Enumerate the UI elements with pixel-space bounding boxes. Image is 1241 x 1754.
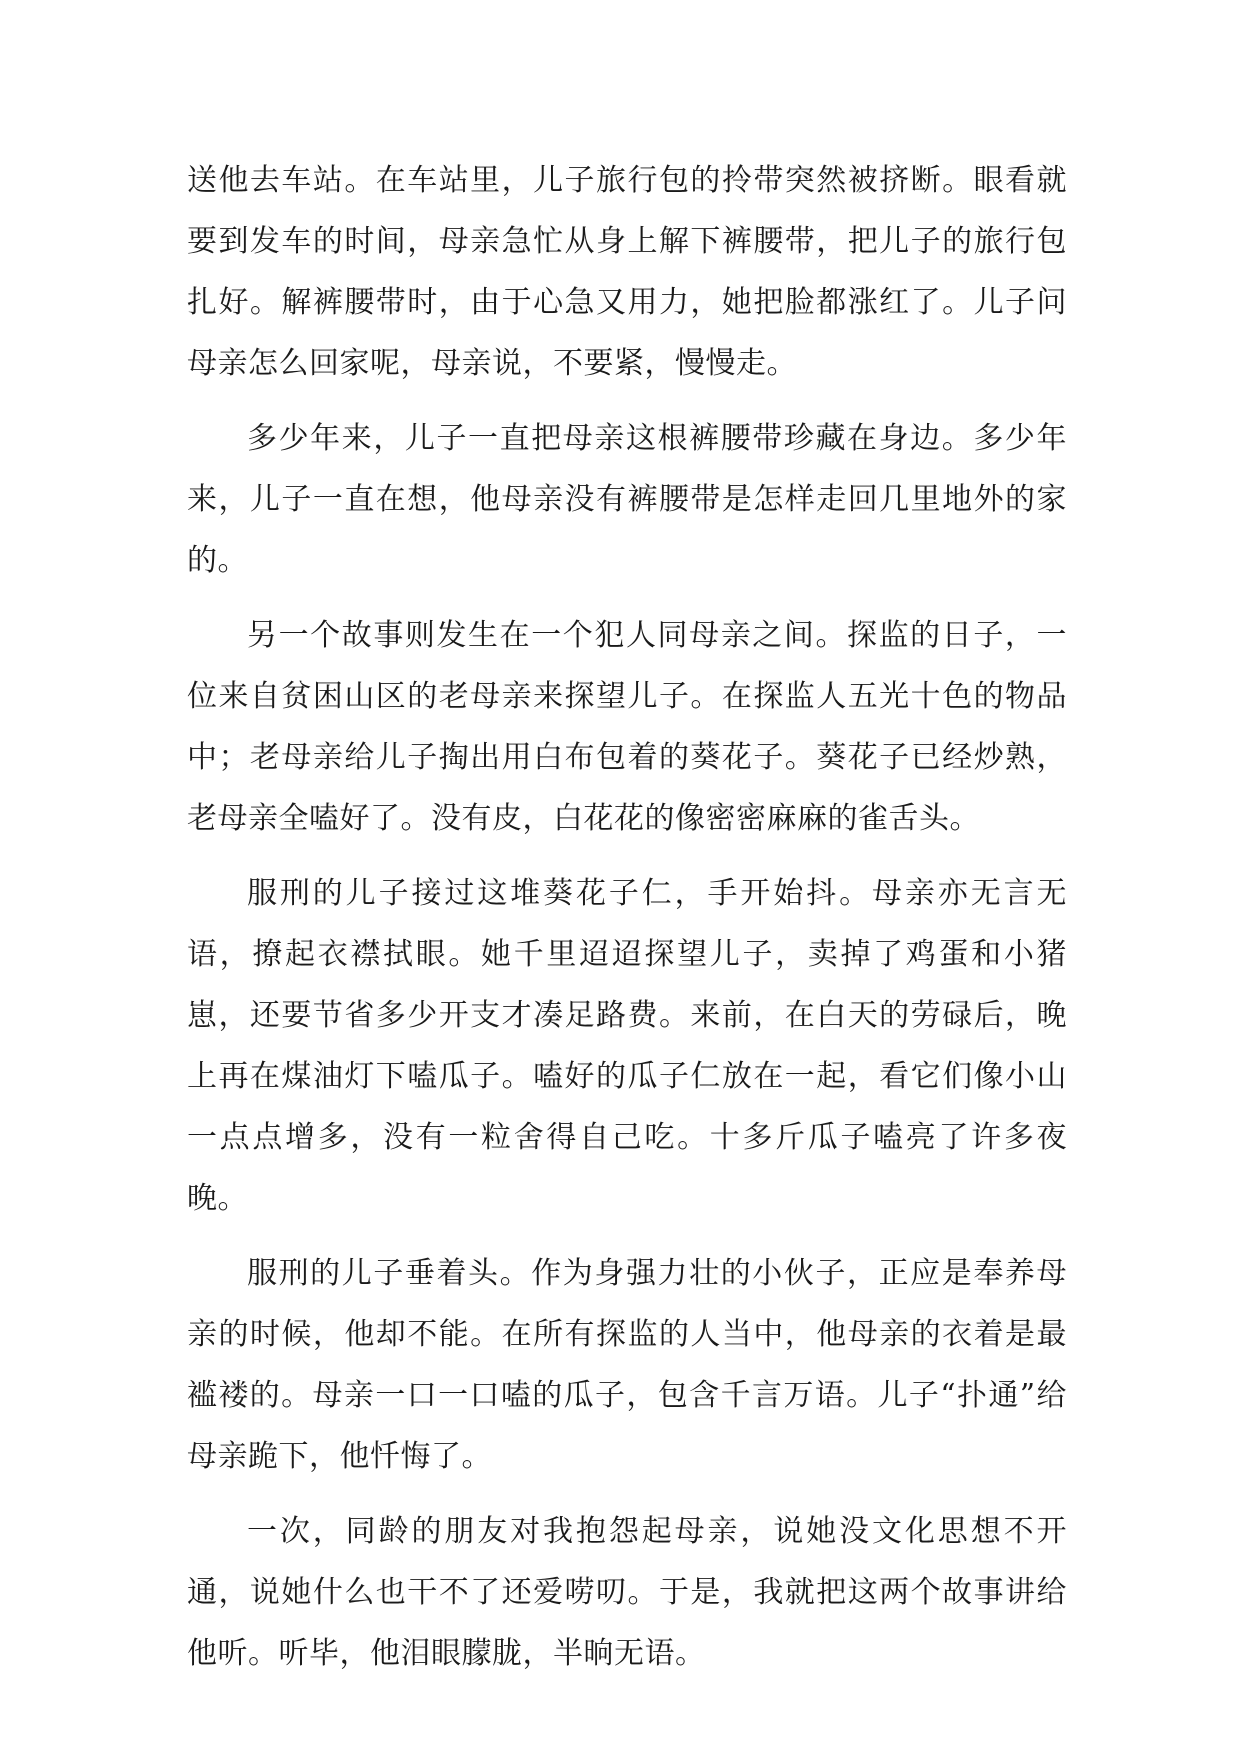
paragraph: 服刑的儿子接过这堆葵花子仁，手开始抖。母亲亦无言无语，撩起衣襟拭眼。她千里迢迢探望儿子，卖掉了鸡蛋和小猪崽，还要节省多少开支才凑足路费。来前，在白天的劳碌后，晚上再在煤油灯下嗑瓜子。嗑好的瓜子仁放在一起，看它们像小山一点点增多，没有一粒舍得自己吃。十多斤瓜子嗑亮了许多夜晚。 <box>187 876 1067 1216</box>
body-text <box>187 150 1067 1698</box>
paragraph: 多少年来，儿子一直把母亲这根裤腰带珍藏在身边。多少年来，儿子一直在想，他母亲没有裤腰带是怎样走回几里地外的家的。 <box>187 421 1067 578</box>
paragraph: 另一个故事则发生在一个犯人同母亲之间。探监的日子，一位来自贫困山区的老母亲来探望儿子。在探监人五光十色的物品中；老母亲给儿子掏出用白布包着的葵花子。葵花子已经炒熟，老母亲全嗑好了。没有皮，白花花的像密密麻麻的雀舌头。 <box>187 618 1067 836</box>
paragraph: 一次，同龄的朋友对我抱怨起母亲，说她没文化思想不开通，说她什么也干不了还爱唠叨。于是，我就把这两个故事讲给他听。听毕，他泪眼朦胧，半晌无语。 <box>187 1514 1067 1671</box>
paragraph-continued: 送他去车站。在车站里，儿子旅行包的拎带突然被挤断。眼看就要到发车的时间，母亲急忙从身上解下裤腰带，把儿子的旅行包扎好。解裤腰带时，由于心急又用力，她把脸都涨红了。儿子问母亲怎么回家呢，母亲说，不要紧，慢慢走。 <box>187 163 1067 381</box>
paragraph: 服刑的儿子垂着头。作为身强力壮的小伙子，正应是奉养母亲的时候，他却不能。在所有探监的人当中，他母亲的衣着是最褴褛的。母亲一口一口嗑的瓜子，包含千言万语。儿子“扑通”给母亲跪下，他忏悔了。 <box>187 1256 1067 1474</box>
